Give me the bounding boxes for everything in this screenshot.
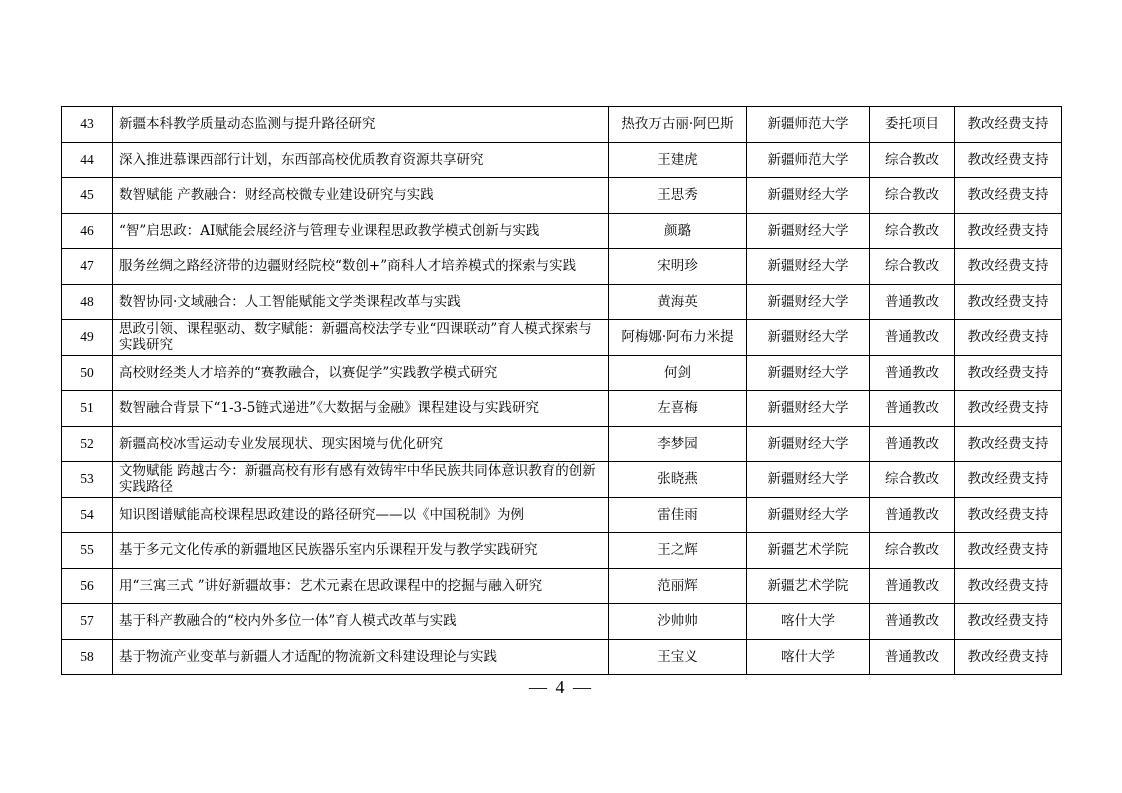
project-type: 普通教改: [870, 639, 955, 675]
project-type: 普通教改: [870, 497, 955, 533]
project-leader: 王建虎: [609, 142, 747, 178]
row-number: 43: [62, 107, 113, 143]
project-title: 数智赋能 产教融合：财经高校微专业建设研究与实践: [113, 178, 609, 214]
table-row: [62, 568, 1062, 604]
school-name: 新疆师范大学: [747, 142, 870, 178]
project-table: [61, 106, 1062, 675]
school-name: 新疆财经大学: [747, 462, 870, 498]
project-leader: 王思秀: [609, 178, 747, 214]
project-type: 综合教改: [870, 249, 955, 285]
project-table-body: [62, 107, 1062, 675]
school-name: 新疆财经大学: [747, 391, 870, 427]
project-type: 普通教改: [870, 426, 955, 462]
row-number: 49: [62, 320, 113, 356]
row-number: 54: [62, 497, 113, 533]
funding-type: 教改经费支持: [955, 391, 1062, 427]
project-type: 综合教改: [870, 213, 955, 249]
project-leader: 雷佳雨: [609, 497, 747, 533]
school-name: 新疆财经大学: [747, 355, 870, 391]
funding-type: 教改经费支持: [955, 568, 1062, 604]
table-row: [62, 462, 1062, 498]
project-leader: 热孜万古丽·阿巴斯: [609, 107, 747, 143]
row-number: 45: [62, 178, 113, 214]
school-name: 喀什大学: [747, 604, 870, 640]
table-row: [62, 497, 1062, 533]
school-name: 新疆财经大学: [747, 320, 870, 356]
project-title: 基于多元文化传承的新疆地区民族器乐室内乐课程开发与教学实践研究: [113, 533, 609, 569]
funding-type: 教改经费支持: [955, 284, 1062, 320]
table-row: [62, 639, 1062, 675]
funding-type: 教改经费支持: [955, 426, 1062, 462]
project-title: 数智融合背景下“1-3-5链式递进”《大数据与金融》课程建设与实践研究: [113, 391, 609, 427]
school-name: 新疆财经大学: [747, 213, 870, 249]
project-title: 思政引领、课程驱动、数字赋能：新疆高校法学专业“四课联动”育人模式探索与实践研究: [113, 320, 609, 356]
school-name: 新疆财经大学: [747, 178, 870, 214]
table-row: [62, 284, 1062, 320]
row-number: 55: [62, 533, 113, 569]
table-row: [62, 213, 1062, 249]
row-number: 51: [62, 391, 113, 427]
school-name: 新疆财经大学: [747, 497, 870, 533]
project-title: 新疆高校冰雪运动专业发展现状、现实困境与优化研究: [113, 426, 609, 462]
project-leader: 何剑: [609, 355, 747, 391]
table-row: [62, 107, 1062, 143]
funding-type: 教改经费支持: [955, 604, 1062, 640]
table-row: [62, 142, 1062, 178]
project-type: 普通教改: [870, 391, 955, 427]
project-title: 高校财经类人才培养的“赛教融合，以赛促学”实践教学模式研究: [113, 355, 609, 391]
project-title: 文物赋能 跨越古今：新疆高校有形有感有效铸牢中华民族共同体意识教育的创新实践路径: [113, 462, 609, 498]
project-leader: 黄海英: [609, 284, 747, 320]
row-number: 44: [62, 142, 113, 178]
table-row: [62, 320, 1062, 356]
project-leader: 颜璐: [609, 213, 747, 249]
row-number: 56: [62, 568, 113, 604]
project-type: 综合教改: [870, 462, 955, 498]
funding-type: 教改经费支持: [955, 462, 1062, 498]
table-row: [62, 604, 1062, 640]
table-row: [62, 249, 1062, 285]
project-type: 普通教改: [870, 568, 955, 604]
project-leader: 宋明珍: [609, 249, 747, 285]
project-type: 综合教改: [870, 142, 955, 178]
table-row: [62, 178, 1062, 214]
row-number: 47: [62, 249, 113, 285]
school-name: 新疆艺术学院: [747, 568, 870, 604]
row-number: 46: [62, 213, 113, 249]
school-name: 新疆财经大学: [747, 284, 870, 320]
row-number: 48: [62, 284, 113, 320]
project-title: 深入推进慕课西部行计划，东西部高校优质教育资源共享研究: [113, 142, 609, 178]
table-row: [62, 391, 1062, 427]
school-name: 新疆师范大学: [747, 107, 870, 143]
project-leader: 阿梅娜·阿布力米提: [609, 320, 747, 356]
school-name: 新疆财经大学: [747, 249, 870, 285]
project-leader: 沙帅帅: [609, 604, 747, 640]
table-row: [62, 533, 1062, 569]
funding-type: 教改经费支持: [955, 178, 1062, 214]
project-type: 综合教改: [870, 178, 955, 214]
funding-type: 教改经费支持: [955, 355, 1062, 391]
project-leader: 张晓燕: [609, 462, 747, 498]
project-leader: 王之辉: [609, 533, 747, 569]
project-title: 数智协同·文域融合：人工智能赋能文学类课程改革与实践: [113, 284, 609, 320]
funding-type: 教改经费支持: [955, 639, 1062, 675]
project-type: 委托项目: [870, 107, 955, 143]
funding-type: 教改经费支持: [955, 107, 1062, 143]
school-name: 喀什大学: [747, 639, 870, 675]
funding-type: 教改经费支持: [955, 320, 1062, 356]
project-type: 综合教改: [870, 533, 955, 569]
table-row: [62, 355, 1062, 391]
project-title: “智”启思政：AI赋能会展经济与管理专业课程思政教学模式创新与实践: [113, 213, 609, 249]
row-number: 53: [62, 462, 113, 498]
project-title: 新疆本科教学质量动态监测与提升路径研究: [113, 107, 609, 143]
project-title: 基于科产教融合的“校内外多位一体”育人模式改革与实践: [113, 604, 609, 640]
funding-type: 教改经费支持: [955, 142, 1062, 178]
project-title: 服务丝绸之路经济带的边疆财经院校“数创+”商科人才培养模式的探索与实践: [113, 249, 609, 285]
project-type: 普通教改: [870, 355, 955, 391]
project-title: 用“三寓三式 ”讲好新疆故事：艺术元素在思政课程中的挖掘与融入研究: [113, 568, 609, 604]
row-number: 57: [62, 604, 113, 640]
row-number: 52: [62, 426, 113, 462]
project-type: 普通教改: [870, 604, 955, 640]
project-type: 普通教改: [870, 284, 955, 320]
funding-type: 教改经费支持: [955, 213, 1062, 249]
project-leader: 王宝义: [609, 639, 747, 675]
school-name: 新疆艺术学院: [747, 533, 870, 569]
row-number: 50: [62, 355, 113, 391]
project-leader: 左喜梅: [609, 391, 747, 427]
table-row: [62, 426, 1062, 462]
page-number: — 4 —: [529, 677, 593, 697]
funding-type: 教改经费支持: [955, 533, 1062, 569]
funding-type: 教改经费支持: [955, 249, 1062, 285]
project-type: 普通教改: [870, 320, 955, 356]
project-title: 基于物流产业变革与新疆人才适配的物流新文科建设理论与实践: [113, 639, 609, 675]
school-name: 新疆财经大学: [747, 426, 870, 462]
funding-type: 教改经费支持: [955, 497, 1062, 533]
project-leader: 李梦园: [609, 426, 747, 462]
row-number: 58: [62, 639, 113, 675]
project-leader: 范丽辉: [609, 568, 747, 604]
project-title: 知识图谱赋能高校课程思政建设的路径研究——以《中国税制》为例: [113, 497, 609, 533]
